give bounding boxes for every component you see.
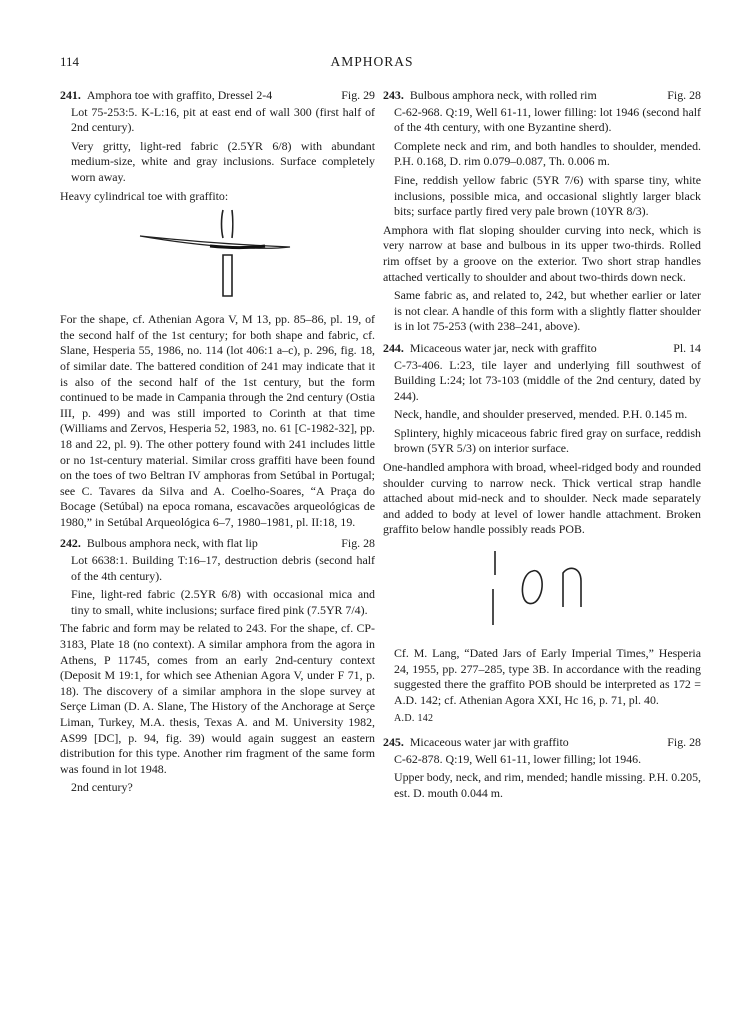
entry-241-discussion: For the shape, cf. Athenian Agora V, M 13, pp. 85–86, pl. 19, of the second half of the 1st century; for both shape and fabric, cf. Slane, Hesperia 55, 1986, no. 114 (lot 406:1 a–c), p. 296, fig. 18, of similar date. The battered condition of 241 may indicate that it is also of the second half of the 1st century, but the form continued to be made in Campania through the 2nd century (Ostia III, p. 499) and was still imported to Corinth at that time (Williams and Zervos, Hesperia 52, 1983, no. 61 [C-1982-32], pp. 18 and 22, pl. 9). The other pottery found with 241 includes little or no 1st-century material. Similar cross graffiti have been found on the toes of two Beltran IV amphoras from Setúbal in Portugal; see C. Tavares da Silva and A. Coelho-Soares, “A Praça do Bocage (Setúbal) na epoca romana, escavacões arqueológicas de 1980,” in Setúbal Arqueológica 6–7, 1980–1981, pl. II:18, 19. [60, 312, 375, 529]
entry-243-lot: C-62-968. Q:19, Well 61-11, lower filling: lot 1946 (second half of the 4th century, with one Byzantine sherd). [394, 104, 701, 135]
catalogue-entry-244-heading: 244. Micaceous water jar, neck with graffito Pl. 14 [383, 340, 701, 355]
entry-242-date: 2nd century? [71, 780, 133, 795]
entry-244-description: One-handled amphora with broad, wheel-ridged body and rounded shoulder curving to narrow neck. Thick vertical strap handle attached about mid-neck and to shoulder. Neck made separately and added to body at level of lower handle attachment. Broken graffito below handle possibly reads POB. [383, 460, 701, 537]
entry-243-fabric: Fine, reddish yellow fabric (5YR 7/6) with sparse tiny, white inclusions, possible mica, and occasional slightly larger black bits; surface partly fired very pale brown (10YR 8/3). [394, 172, 701, 219]
entry-242-discussion: The fabric and form may be related to 243. For the shape, cf. CP-3183, Plate 18 (no context). A similar amphora from the agora in Athens, P 11745, comes from an early 2nd-century context (Deposit M 19:1, for which see Athenian Agora V, under F 71, p. 18). The discovery of a similar amphora in the slope survey at Serçe Liman (D. A. Slane, The History of the Anchorage at Serçe Liman, Turkey, M.A. thesis, Texas A. and M. University 1982, AS99 [DC], p. 94, fig. 39) would again suggest an eastern distribution for this type. Another rim fragment of the same form was found in lot 1948. [60, 621, 375, 776]
left-column [60, 88, 375, 799]
catalogue-entry-243-heading: 243. Bulbous amphora neck, with rolled rim Fig. 28 [383, 88, 701, 102]
catalogue-entry-241-heading: 241. Amphora toe with graffito, Dressel 2-4 Fig. 29 [60, 88, 375, 102]
entry-243-condition: Complete neck and rim, and both handles to shoulder, mended. P.H. 0.168, D. rim 0.079–0.087, Th. 0.006 m. [394, 138, 701, 169]
entry-242-lot: Lot 6638:1. Building T:16–17, destruction debris (second half of the 4th century). [71, 553, 375, 583]
entry-241-lot: Lot 75-253:5. K-L:16, pit at east end of wall 300 (first half of 2nd century). [71, 104, 375, 135]
entry-241-fabric: Very gritty, light-red fabric (2.5YR 6/8) with abundant medium-size, white and gray inclusions. Surface completely worn away. [71, 138, 375, 184]
graffito-241-illustration [60, 208, 375, 300]
entry-244-lot: C-73-406. L:23, tile layer and underlying fill southwest of Building L:24; lot 73-103 (middle of the 2nd century, dated by 244). [394, 357, 701, 403]
entry-245-lot: C-62-878. Q:19, Well 61-11, lower filling; lot 1946. [394, 751, 642, 766]
running-page-number: 114 [60, 54, 80, 69]
entry-244-fabric: Splintery, highly micaceous fabric fired gray on surface, reddish brown (5YR 5/3) on interior surface. [394, 425, 701, 456]
catalogue-entry-245-heading: 245. Micaceous water jar with graffito Fig. 28 [383, 735, 701, 749]
entry-244-discussion: Cf. M. Lang, “Dated Jars of Early Imperial Times,” Hesperia 24, 1955, pp. 277–285, type 3B. In accordance with the reading suggested there the graffito POB should be interpreted as 172 = A.D. 142; cf. Athenian Agora XXI, Hc 16, p. 71, pl. 40. [394, 646, 701, 707]
entry-245-condition: Upper body, neck, and rim, mended; handle missing. P.H. 0.205, est. D. mouth 0.044 m. [394, 770, 701, 800]
entry-244-condition: Neck, handle, and shoulder preserved, mended. P.H. 0.145 m. [394, 407, 688, 422]
entry-243-description: Amphora with flat sloping shoulder curving into neck, which is very narrow at base and bulbous in its upper two-thirds. Rolled rim offset by a groove on the exterior. Two short strap handles attached vertically to shoulder and about two-thirds down neck. [383, 222, 701, 284]
entry-244-date: A.D. 142 [394, 713, 434, 725]
catalogue-entry-242-heading: 242. Bulbous amphora neck, with flat lip Fig. 28 [60, 536, 375, 551]
entry-243-discussion: Same fabric as, and related to, 242, but whether earlier or later is not clear. A handle of this form with a slightly flatter shoulder is in lot 75-253 (with 238–241, above). [394, 288, 701, 334]
running-title: AMPHORAS [330, 54, 414, 69]
entry-241-description: Heavy cylindrical toe with graffito: [60, 188, 229, 203]
entry-242-fabric: Fine, light-red fabric (2.5YR 6/8) with occasional mica and tiny to small, white inclusions; surface fired pink (7.5YR 7/4). [71, 587, 375, 617]
right-column [383, 88, 701, 804]
graffito-244-illustration [383, 541, 701, 636]
